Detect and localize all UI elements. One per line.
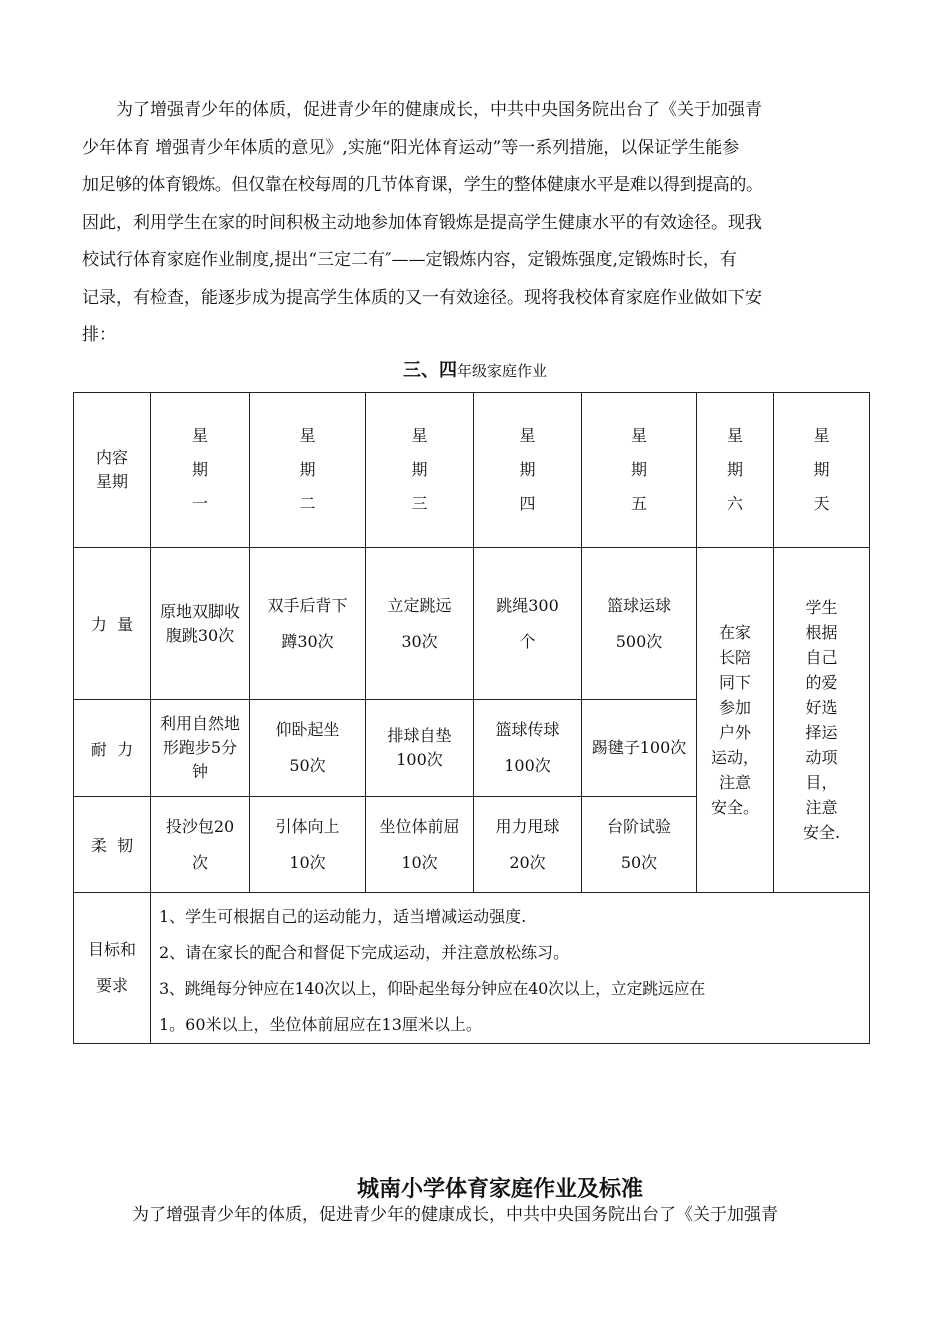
- table-caption: [0, 356, 950, 382]
- header-weekday-label: 星期: [95, 472, 128, 491]
- cell-endurance-fri: 踢毽子100次: [582, 700, 697, 797]
- header-day-saturday: 星 期 六: [697, 393, 774, 548]
- sunday-note-cell: 学生 根据 自己 的爱 好选 择运 动项 目， 注意 安全.: [774, 548, 870, 893]
- second-page-title: 城南小学体育家庭作业及标准: [356, 1176, 643, 1202]
- intro-line: 少年体育 增强青少年体质的意见》,实施“阳光体育运动”等一系列措施，以保证学生能参: [82, 137, 740, 158]
- header-day-friday: 星 期 五: [582, 393, 697, 548]
- header-content-label: 内容: [95, 448, 128, 467]
- requirements-label-cell: 目标和 要求: [74, 893, 151, 1044]
- intro-line: 校试行体育家庭作业制度,提出“三定二有″——定锻炼内容，定锻炼强度,定锻炼时长，有: [82, 250, 737, 270]
- cell-endurance-tue: 仰卧起坐50次: [250, 700, 366, 797]
- header-day-wednesday: 星 期 三: [366, 393, 474, 548]
- cell-endurance-wed: 排球自垫100次: [366, 700, 474, 797]
- cell-flexibility-thu: 用力甩球20次: [474, 797, 582, 893]
- intro-line: 记录，有检查，能逐步成为提高学生体质的又一有效途径。现将我校体育家庭作业做如下安: [82, 287, 762, 308]
- intro-line: 因此，利用学生在家的时间积极主动地参加体育锻炼是提高学生健康水平的有效途径。现我: [82, 212, 762, 233]
- table-caption-grades: 三、四: [402, 360, 457, 381]
- cell-strength-thu: 跳绳300个: [474, 548, 582, 700]
- cell-strength-tue: 双手后背下蹲30次: [250, 548, 366, 700]
- cell-flexibility-fri: 台阶试验50次: [582, 797, 697, 893]
- cell-flexibility-wed: 坐位体前屈10次: [366, 797, 474, 893]
- intro-line: 为了增强青少年的体质，促进青少年的健康成长，中共中央国务院出台了《关于加强青: [116, 100, 762, 120]
- table-row-requirements: [74, 893, 870, 1044]
- table-row-strength: [74, 548, 870, 700]
- cell-strength-fri: 篮球运球500次: [582, 548, 697, 700]
- homework-table: [73, 392, 870, 1044]
- requirement-item: 1、学生可根据自己的运动能力，适当增减运动强度.: [159, 907, 527, 926]
- saturday-note-cell: 在家 长陪 同下 参加 户外 运动， 注意 安全。: [697, 548, 774, 893]
- cell-strength-wed: 立定跳远30次: [366, 548, 474, 700]
- header-day-tuesday: 星 期 二: [250, 393, 366, 548]
- requirement-item: 2、请在家长的配合和督促下完成运动，并注意放松练习。: [159, 943, 570, 962]
- cell-endurance-thu: 篮球传球100次: [474, 700, 582, 797]
- requirement-item: 3、跳绳每分钟应在140次以上，仰卧起坐每分钟应在40次以上，立定跳远应在: [159, 979, 705, 998]
- cell-flexibility-mon: 投沙包20次: [151, 797, 250, 893]
- intro-paragraph: [82, 92, 872, 355]
- intro-line: 排：: [82, 325, 116, 345]
- cell-flexibility-tue: 引体向上10次: [250, 797, 366, 893]
- cell-strength-mon: 原地双脚收腹跳30次: [151, 548, 250, 700]
- row-label-strength: 力 量: [74, 548, 151, 700]
- table-header-row: [74, 393, 870, 548]
- requirements-text-cell: [151, 893, 870, 1044]
- header-day-monday: 星 期 一: [151, 393, 250, 548]
- row-label-endurance: 耐 力: [74, 700, 151, 797]
- second-intro-line: 为了增强青少年的体质，促进青少年的健康成长，中共中央国务院出台了《关于加强青: [132, 1205, 778, 1225]
- cell-endurance-mon: 利用自然地形跑步5分钟: [151, 700, 250, 797]
- header-day-thursday: 星 期 四: [474, 393, 582, 548]
- row-label-flexibility: 柔 韧: [74, 797, 151, 893]
- header-corner-cell: [74, 393, 151, 548]
- intro-line: 加足够的体育锻炼。但仅靠在校每周的几节体育课，学生的整体健康水平是难以得到提高的。: [82, 175, 763, 195]
- header-day-sunday: 星 期 天: [774, 393, 870, 548]
- table-caption-text: 年级家庭作业: [456, 362, 547, 380]
- requirement-item: 1。60米以上，坐位体前屈应在13厘米以上。: [159, 1015, 482, 1034]
